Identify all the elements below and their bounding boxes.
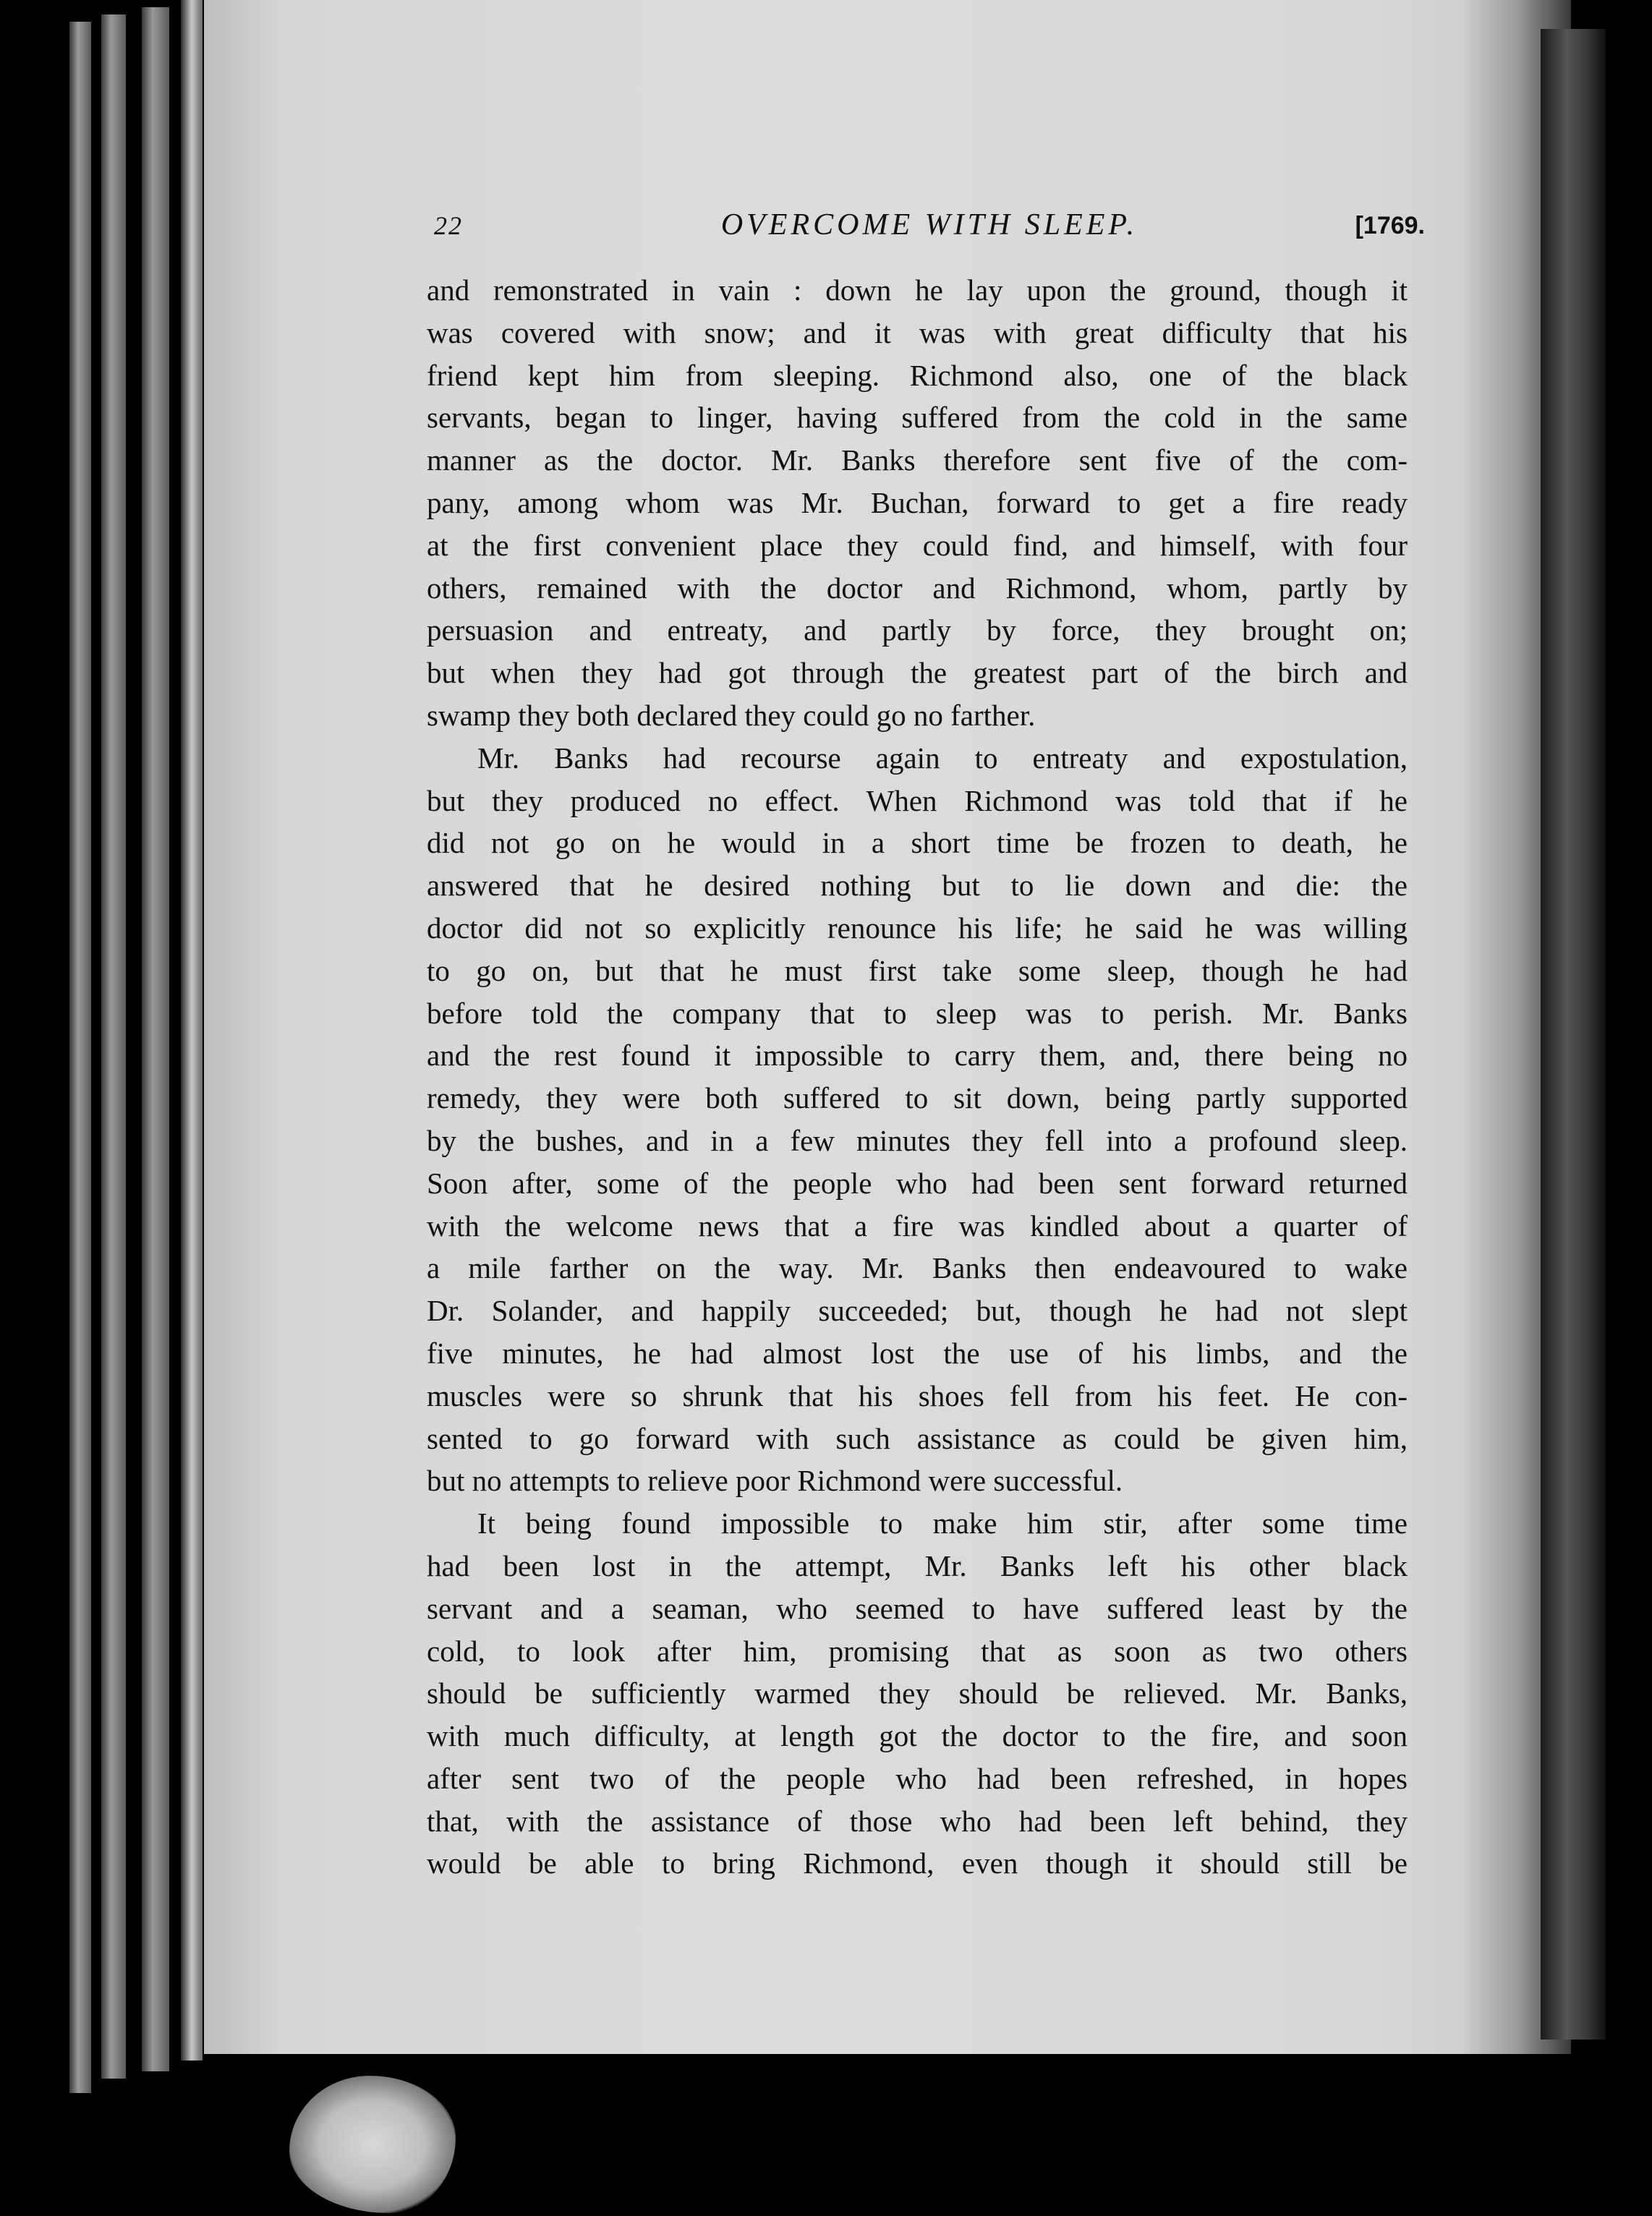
text-line: cold, to look after him, promising that as soon as two others — [427, 1634, 1408, 1668]
page-edge — [181, 0, 203, 2061]
text-line: did not go on he would in a short time be frozen to death, he — [427, 826, 1408, 860]
text-line: remedy, they were both suffered to sit down, being partly supported — [427, 1081, 1408, 1115]
page-header — [434, 205, 1425, 248]
text-line: after sent two of the people who had been refreshed, in hopes — [427, 1761, 1408, 1795]
text-line: answered that he desired nothing but to lie down and die: the — [427, 869, 1408, 903]
text-line: manner as the doctor. Mr. Banks therefore sent five of the com- — [427, 443, 1408, 477]
text-line: muscles were so shrunk that his shoes fell from his feet. He con- — [427, 1378, 1408, 1412]
page-edge — [101, 14, 126, 2079]
text-line: swamp they both declared they could go no farther. — [427, 698, 1036, 732]
text-line: but they produced no effect. When Richmond was told that if he — [427, 783, 1408, 817]
text-line: doctor did not so explicitly renounce his life; he said he was willing — [427, 911, 1408, 945]
torn-paper-fragment — [289, 2076, 456, 2213]
text-line: by the bushes, and in a few minutes they fell into a profound sleep. — [427, 1123, 1408, 1157]
text-line: a mile farther on the way. Mr. Banks then endeavoured to wake — [427, 1251, 1408, 1285]
body-text — [427, 269, 1408, 1885]
text-line: with the welcome news that a fire was kindled about a quarter of — [427, 1209, 1408, 1243]
text-line: but when they had got through the greatest part of the birch and — [427, 656, 1408, 690]
text-line: that, with the assistance of those who had been left behind, they — [427, 1804, 1408, 1838]
text-line: to go on, but that he must first take some sleep, though he had — [427, 953, 1408, 987]
text-line: servants, began to linger, having suffered from the cold in the same — [427, 401, 1408, 435]
text-line: at the first convenient place they could find, and himself, with four — [427, 528, 1408, 562]
page-edge — [142, 7, 169, 2071]
text-line: Mr. Banks had recourse again to entreaty and expostulation, — [477, 741, 1408, 775]
text-line: should be sufficiently warmed they should be relieved. Mr. Banks, — [427, 1676, 1408, 1710]
text-line: servant and a seaman, who seemed to have suffered least by the — [427, 1591, 1408, 1625]
text-line: persuasion and entreaty, and partly by force, they brought on; — [427, 613, 1408, 647]
text-line: and the rest found it impossible to carry them, and, there being no — [427, 1039, 1408, 1073]
text-line: Dr. Solander, and happily succeeded; but, though he had not slept — [427, 1294, 1408, 1328]
text-line: had been lost in the attempt, Mr. Banks left his other black — [427, 1548, 1408, 1582]
paragraph — [427, 269, 1408, 737]
text-line: and remonstrated in vain : down he lay upon the ground, though it — [427, 273, 1408, 307]
text-line: before told the company that to sleep was to perish. Mr. Banks — [427, 996, 1408, 1030]
year-marker: [1769. — [1355, 212, 1425, 239]
text-line: Soon after, some of the people who had been sent forward returned — [427, 1166, 1408, 1200]
text-line: would be able to bring Richmond, even though it should still be — [427, 1846, 1408, 1880]
text-line: others, remained with the doctor and Richmond, whom, partly by — [427, 571, 1408, 605]
text-line: was covered with snow; and it was with great difficulty that his — [427, 315, 1408, 349]
text-line: but no attempts to relieve poor Richmond were successful. — [427, 1464, 1123, 1498]
text-line: with much difficulty, at length got the doctor to the fire, and soon — [427, 1719, 1408, 1753]
text-line: friend kept him from sleeping. Richmond also, one of the black — [427, 358, 1408, 392]
text-line: It being found impossible to make him stir, after some time — [477, 1507, 1408, 1540]
paragraph — [427, 1502, 1408, 1885]
page-edge — [69, 22, 91, 2093]
paragraph — [427, 737, 1408, 1502]
page-number: 22 — [434, 211, 463, 240]
text-line: pany, among whom was Mr. Buchan, forward to get a fire ready — [427, 485, 1408, 519]
text-line: sented to go forward with such assistance as could be given him, — [427, 1421, 1408, 1455]
running-title: OVERCOME WITH SLEEP. — [720, 208, 1138, 242]
text-line: five minutes, he had almost lost the use of his limbs, and the — [427, 1336, 1408, 1370]
binding-shadow — [1541, 29, 1606, 2040]
